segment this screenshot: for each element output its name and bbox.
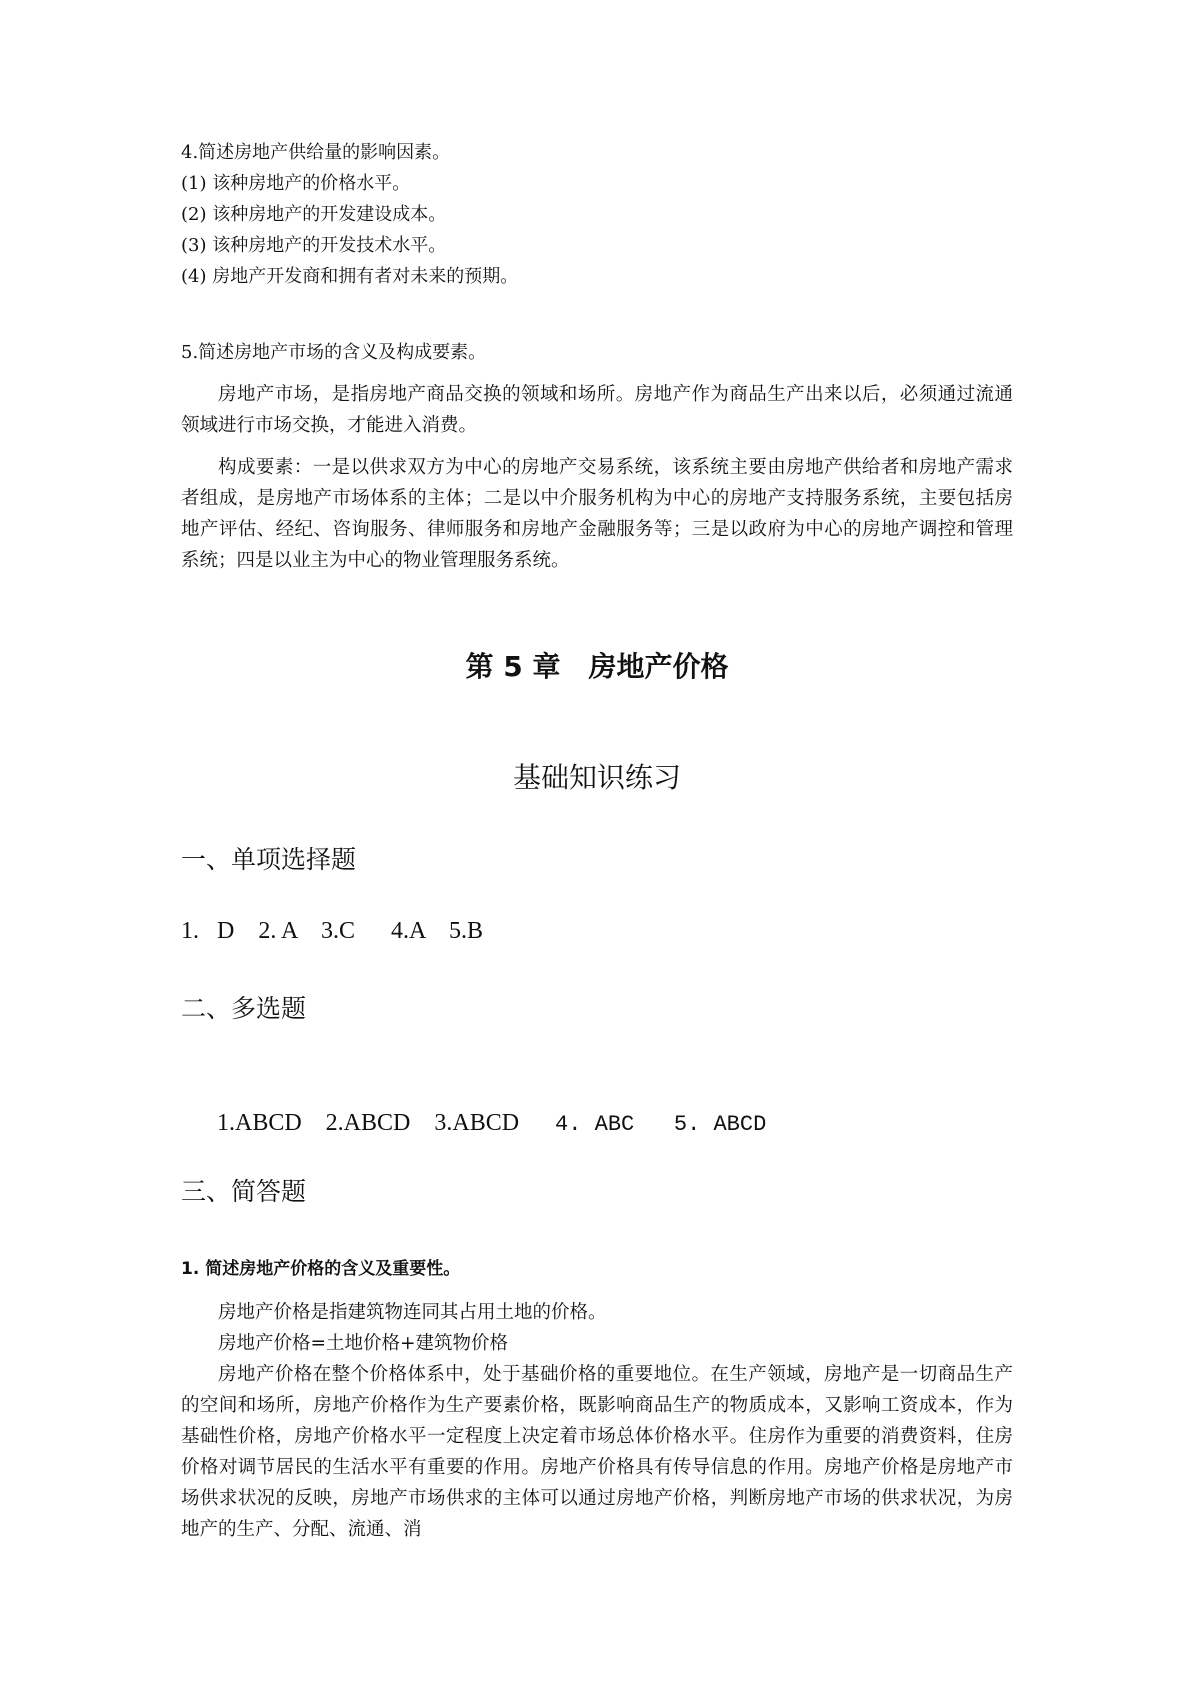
q5-block	[181, 337, 1013, 576]
chapter-number: 第 5 章	[465, 650, 561, 683]
q5-paragraph: 构成要素：一是以供求双方为中心的房地产交易系统，该系统主要由房地产供给者和房地产需求者组成，是房地产市场体系的主体；二是以中介服务机构为中心的房地产支持服务系统，主要包括房地产评估、经纪、咨询服务、律师服务和房地产金融服务等；三是以政府为中心的房地产调控和管理系统；四是以业主为中心的物业管理服务系统。	[181, 457, 1013, 571]
section-heading-short-answer: 三、简答题	[181, 1177, 307, 1206]
section-heading-multi-choice: 二、多选题	[181, 994, 307, 1023]
multi-choice-answers	[181, 1083, 766, 1164]
short-answer-q1-title: 1. 简述房地产价格的含义及重要性。	[181, 1259, 461, 1279]
q1-line: 房地产价格是指建筑物连同其占用土地的价格。	[218, 1302, 607, 1323]
q4-title: 4.简述房地产供给量的影响因素。	[181, 142, 451, 163]
multi-choice-answers-part2: 4. ABC 5. ABCD	[555, 1112, 767, 1137]
q5-paragraph: 房地产市场，是指房地产商品交换的领域和场所。房地产作为商品生产出来以后，必须通过流通领域进行市场交换，才能进入消费。	[181, 384, 1013, 436]
q4-item: (4) 房地产开发商和拥有者对未来的预期。	[181, 266, 519, 287]
short-answer-q1-body	[181, 1297, 1013, 1545]
q4-item: (3) 该种房地产的开发技术水平。	[181, 235, 447, 256]
multi-choice-answers-part1: 1.ABCD 2.ABCD 3.ABCD	[217, 1110, 556, 1136]
q4-item: (1) 该种房地产的价格水平。	[181, 173, 411, 194]
q4-block	[181, 137, 518, 292]
chapter-title: 房地产价格	[588, 650, 729, 683]
section-heading-single-choice: 一、单项选择题	[181, 845, 357, 874]
q1-line: 房地产价格=土地价格+建筑物价格	[218, 1333, 509, 1354]
section-subtitle: 基础知识练习	[512, 761, 681, 794]
q4-item: (2) 该种房地产的开发建设成本。	[181, 204, 447, 225]
chapter-heading	[181, 645, 1013, 685]
q5-title: 5.简述房地产市场的含义及构成要素。	[181, 342, 487, 363]
q1-paragraph: 房地产价格在整个价格体系中，处于基础价格的重要地位。在生产领域，房地产是一切商品生产的空间和场所，房地产价格作为生产要素价格，既影响商品生产的物质成本，又影响工资成本，作为基础性价格，房地产价格水平一定程度上决定着市场总体价格水平。住房作为重要的消费资料，住房价格对调节居民的生活水平有重要的作用。房地产价格具有传导信息的作用。房地产价格是房地产市场供求状况的反映，房地产市场供求的主体可以通过房地产价格，判断房地产市场的供求状况，为房地产的生产、分配、流通、消	[181, 1364, 1013, 1540]
single-choice-answers: 1. D 2. A 3.C 4.A 5.B	[181, 918, 484, 944]
